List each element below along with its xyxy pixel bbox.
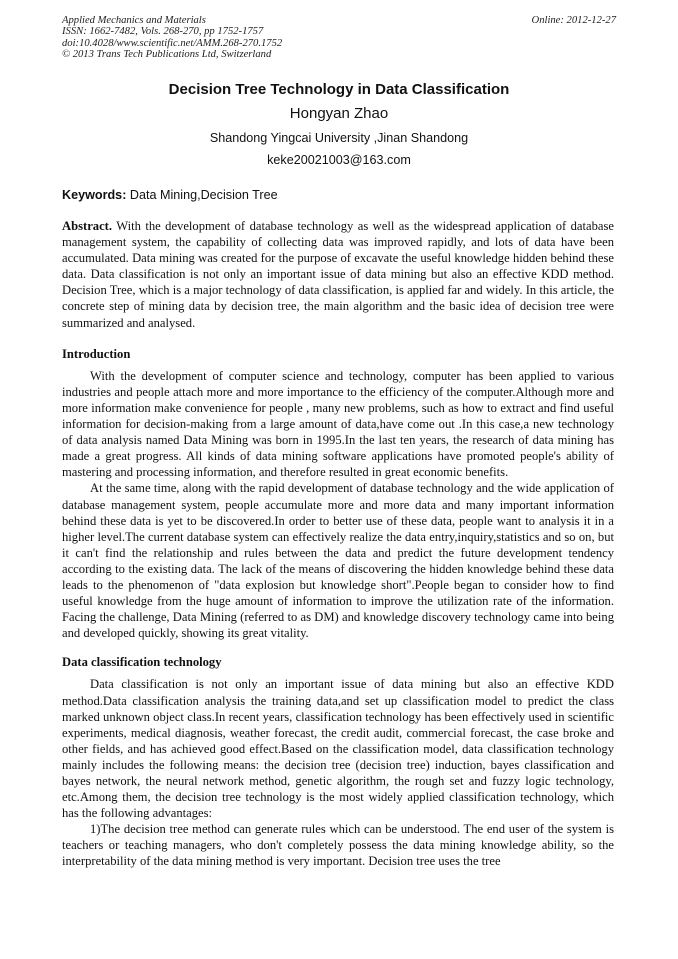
journal-name: Applied Mechanics and Materials: [62, 15, 206, 26]
section-heading-data-classification: Data classification technology: [62, 655, 222, 670]
abstract-text: With the development of database technology as well as the widespread application of database management system, the capability of collecting data was improved rapidly, and lots of data have been accumulated. Data mining was created for the purpose of excavate the useful knowledge hidden behind these data. Data classification is not only an important issue of data mining but also an effective KDD method. Decision Tree, which is a major technology of data classification, is applied far and widely. In this article, the concrete step of mining data by decision tree, the main algorithm and the basic idea of decision tree were summarized and analysed.: [62, 219, 614, 330]
author-email: keke20021003@163.com: [267, 153, 411, 167]
paragraph: At the same time, along with the rapid development of database technology and the wide application of database management system, people accumulate more and more data and many important information behind these data is yet to be discovered.In order to better use of these data, people want to analysis it in a higher level.The current database system can effectively realize the data entry,inquiry,statistics and so on, but it can't find the relationship and rules between the data and predict the future development tendency according to the existing data. The lack of the means of discovering the hidden knowledge behind these data leads to the phenomenon of "data explosion but knowledge short".People began to consider how to find useful knowledge from the huge amount of information to improve the utilization rate of the information. Facing the challenge, Data Mining (referred to as DM) and knowledge discovery technology came into being and developed quickly, showing its great vitality.: [62, 481, 614, 641]
keywords: [62, 187, 616, 203]
abstract: [62, 218, 614, 331]
paper-title: Decision Tree Technology in Data Classification: [168, 81, 510, 98]
keywords-label: Keywords:: [62, 188, 127, 202]
issn-line: ISSN: 1662-7482, Vols. 268-270, pp 1752-1757: [62, 26, 264, 38]
author-affiliation: Shandong Yingcai University ,Jinan Shandong: [209, 131, 469, 145]
journal-header: [62, 15, 616, 60]
paragraph: Data classification is not only an important issue of data mining but also an effective KDD method.Data classification analysis the training data,and set up classification model to predict the class marked unknown object class.In recent years, classification technology has been effectively used in scientific experiments, medical diagnosis, weather forecast, the credit audit, commercial forecast, the case broke and other fields, and has achieved good effect.Based on the classification model, data classification technology mainly includes the following means: the decision tree (decision tree) induction, bayes classification and bayes network, the neural network method, genetic algorithm, the rough set and fuzzy logic technology, etc.Among them, the decision tree technology is the most widely applied classification technology, which has the following advantages:: [62, 677, 614, 821]
doi-line: doi:10.4028/www.scientific.net/AMM.268-270.1752: [62, 37, 283, 49]
paragraph: 1)The decision tree method can generate rules which can be understood. The end user of the system is teachers or teaching managers, who don't completely possess the data mining knowledge ability, so the interpretability of the data mining method is very important. Decision tree uses the tree: [62, 822, 614, 869]
section-heading-introduction: Introduction: [62, 346, 131, 361]
paragraph: With the development of computer science and technology, computer has been applied to various industries and people attach more and more importance to the efficiency of the computer.Although more and more information make convenience for people , many new problems, such as how to extract and find useful information for decision-making from a large amount of data,have come out .In this case,a new technology of data analysis named Data Mining was born in 1995.In the last ten years, the research of data mining has made a great progress. All kinds of data mining software applications have promoted people's ability of mastering and processing information, and therefore resulted in great economic benefits.: [62, 368, 614, 480]
online-date: Online: 2012-12-27: [531, 15, 616, 26]
abstract-label: Abstract.: [62, 219, 113, 233]
author-name: Hongyan Zhao: [289, 105, 389, 122]
copyright-line: © 2013 Trans Tech Publications Ltd, Switzerland: [62, 48, 272, 60]
paper-body: [62, 218, 614, 870]
keywords-text: Data Mining,Decision Tree: [126, 188, 278, 202]
